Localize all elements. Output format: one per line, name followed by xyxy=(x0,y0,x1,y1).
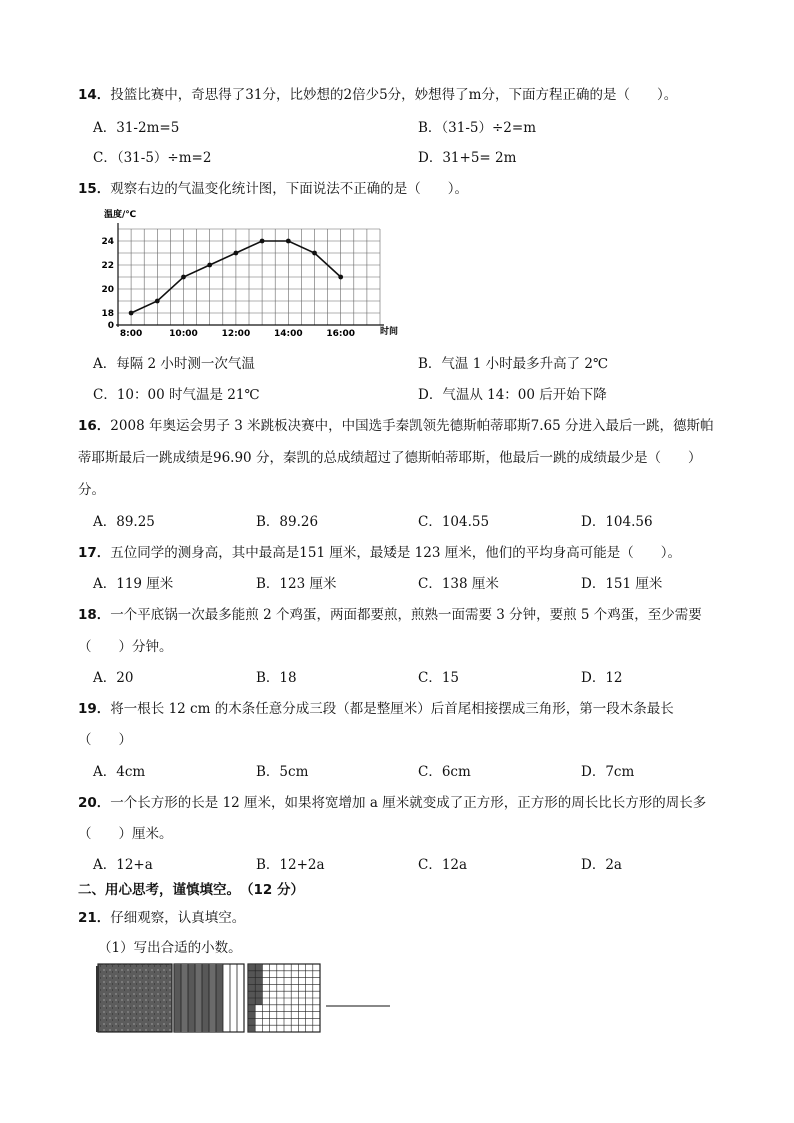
q20-stem-line-2: （ ）厘米。 xyxy=(78,826,173,842)
shaded-cell xyxy=(255,964,262,971)
data-point xyxy=(129,311,134,316)
y-axis-label: 温度/℃ xyxy=(104,210,137,220)
x-tick-label: 14:00 xyxy=(273,329,303,338)
temperature-line-chart xyxy=(98,203,408,338)
x-tick-labels xyxy=(120,329,355,338)
section-heading: 二、用心思考，谨慎填空。 （12 分） xyxy=(78,882,304,898)
option-c: C．12a xyxy=(418,857,468,873)
option-c: C．（31-5）÷m=2 xyxy=(93,150,212,166)
q16-stem-line-2: 蒂耶斯最后一跳成绩是96.90 分，秦凯的总成绩超过了德斯帕蒂耶斯，他最后一跳的成绩最少是（ ） xyxy=(78,450,702,466)
q21-stem-line: 21．仔细观察，认真填空。 xyxy=(78,910,246,926)
q19-stem-line: 19．将一根长 12 cm 的木条任意分成三段（都是整厘米）后首尾相接摆成三角形，第一段木条最长 xyxy=(78,701,674,717)
option-d: D．31+5= 2m xyxy=(418,150,517,166)
question-number: 19 xyxy=(78,701,97,717)
option-a: A．每隔 2 小时测一次气温 xyxy=(93,356,255,372)
shaded-cell xyxy=(255,998,262,1005)
question-number: 16 xyxy=(78,418,97,434)
q19-stem-line-2: （ ） xyxy=(78,732,132,748)
q16-stem-line-3: 分。 xyxy=(78,482,105,498)
x-tick-label: 8:00 xyxy=(119,329,143,338)
shaded-cell xyxy=(248,1018,255,1025)
option-b: B．18 xyxy=(256,670,297,686)
question-stem: 五位同学的测身高，其中最高是151 厘米，最矮是 123 厘米，他们的平均身高可能是（ ）。 xyxy=(110,545,681,561)
option-a: A．12+a xyxy=(93,857,153,873)
option-a: A．31-2m=5 xyxy=(93,120,180,136)
shaded-cell xyxy=(255,971,262,978)
x-tick-label: 16:00 xyxy=(326,329,356,338)
option-d: D．7cm xyxy=(581,764,635,780)
option-d: D．2a xyxy=(581,857,622,873)
shaded-cell xyxy=(248,984,255,991)
data-point xyxy=(234,251,239,256)
x-tick-label: 12:00 xyxy=(221,329,251,338)
shaded-strip xyxy=(188,964,195,1032)
question-stem: 投篮比赛中，奇思得了31分，比妙想的2倍少5分，妙想得了m分，下面方程正确的是（ ）。 xyxy=(110,87,678,103)
question-number: 15 xyxy=(78,181,97,197)
shaded-strip xyxy=(195,964,202,1032)
chart-axes xyxy=(116,223,384,327)
shaded-cell xyxy=(248,1005,255,1012)
shaded-cell xyxy=(255,984,262,991)
option-b: B．12+2a xyxy=(256,857,325,873)
q18-stem-line: 18．一个平底锅一次最多能煎 2 个鸡蛋，两面都要煎，煎熟一面需要 3 分钟，要煎 5 个鸡蛋，至少需要 xyxy=(78,607,702,623)
option-a: A．20 xyxy=(93,670,134,686)
x-axis-label: 时间 xyxy=(380,327,399,337)
option-c: C．138 厘米 xyxy=(418,576,499,592)
option-b: B．123 厘米 xyxy=(256,576,337,592)
option-b: B．气温 1 小时最多升高了 2℃ xyxy=(418,356,609,372)
shaded-cell xyxy=(248,971,255,978)
shaded-strip xyxy=(202,964,209,1032)
question-number: 21 xyxy=(78,910,97,926)
shaded-strip xyxy=(174,964,181,1032)
option-d: D．12 xyxy=(581,670,623,686)
shaded-cell xyxy=(255,991,262,998)
shaded-strip xyxy=(181,964,188,1032)
q17-stem-line: 17．五位同学的测身高，其中最高是151 厘米，最矮是 123 厘米，他们的平均身高可能是（ ）。 xyxy=(78,545,681,561)
data-point xyxy=(155,299,160,304)
y-tick-label: 24 xyxy=(101,237,114,247)
option-a: A．119 厘米 xyxy=(93,576,174,592)
question-number: 20 xyxy=(78,795,97,811)
option-c: C．10：00 时气温是 21℃ xyxy=(93,387,260,403)
option-c: C．104.55 xyxy=(418,514,490,530)
q14-stem-line: 14．投篮比赛中，奇思得了31分，比妙想的2倍少5分，妙想得了m分，下面方程正确的是（ ）。 xyxy=(78,87,678,103)
y-tick-label: 18 xyxy=(101,309,114,319)
question-number: 18 xyxy=(78,607,97,623)
decimal-grid-figure xyxy=(96,962,396,1036)
question-stem: 一个平底锅一次最多能煎 2 个鸡蛋，两面都要煎，煎熟一面需要 3 分钟，要煎 5 个鸡蛋，至少需要 xyxy=(110,607,702,623)
data-point xyxy=(312,251,317,256)
q15-stem-line: 15．观察右边的气温变化统计图，下面说法不正确的是（ ）。 xyxy=(78,181,469,197)
option-d: D．104.56 xyxy=(581,514,653,530)
shaded-strip xyxy=(209,964,216,1032)
shaded-strip xyxy=(216,964,223,1032)
option-b: B．（31-5）÷2=m xyxy=(418,120,537,136)
option-d: D．气温从 14：00 后开始下降 xyxy=(418,387,607,403)
data-point xyxy=(207,263,212,268)
shaded-cell xyxy=(255,978,262,985)
question-stem: 一个长方形的长是 12 厘米，如果将宽增加 a 厘米就变成了正方形，正方形的周长比长方形的周长多 xyxy=(110,795,707,811)
q18-stem-line-2: （ ）分钟。 xyxy=(78,639,173,655)
y-tick-label: 20 xyxy=(101,285,114,295)
option-c: C．15 xyxy=(418,670,460,686)
hundredths-square xyxy=(248,964,320,1032)
question-number: 14 xyxy=(78,87,97,103)
question-number: 17 xyxy=(78,545,97,561)
strip-square xyxy=(174,964,244,1032)
y-tick-labels xyxy=(101,237,114,331)
option-b: B．89.26 xyxy=(256,514,319,530)
question-stem: 将一根长 12 cm 的木条任意分成三段（都是整厘米）后首尾相接摆成三角形，第一段木条最长 xyxy=(110,701,674,717)
shaded-cell xyxy=(248,978,255,985)
y-tick-label: 22 xyxy=(101,261,114,271)
q16-stem-line: 16．2008 年奥运会男子 3 米跳板决赛中，中国选手秦凯领先德斯帕蒂耶斯7.65 分进入最后一跳，德斯帕 xyxy=(78,418,714,434)
question-stem: 观察右边的气温变化统计图，下面说法不正确的是（ ）。 xyxy=(110,181,469,197)
option-a: A．89.25 xyxy=(93,514,155,530)
data-point xyxy=(181,275,186,280)
y-tick-label: 0 xyxy=(107,321,114,331)
shaded-cell xyxy=(248,991,255,998)
data-point xyxy=(260,239,265,244)
shaded-cell xyxy=(248,964,255,971)
data-point xyxy=(286,239,291,244)
option-c: C．6cm xyxy=(418,764,471,780)
q20-stem-line: 20．一个长方形的长是 12 厘米，如果将宽增加 a 厘米就变成了正方形，正方形的周长比长方形的周长多 xyxy=(78,795,707,811)
option-b: B．5cm xyxy=(256,764,309,780)
option-d: D．151 厘米 xyxy=(581,576,663,592)
shaded-cell xyxy=(248,1012,255,1019)
question-stem: 2008 年奥运会男子 3 米跳板决赛中，中国选手秦凯领先德斯帕蒂耶斯7.65 分进入最后一跳，德斯帕 xyxy=(110,418,714,434)
question-stem: 仔细观察，认真填空。 xyxy=(110,910,246,926)
shaded-cell xyxy=(248,998,255,1005)
data-point xyxy=(338,275,343,280)
x-tick-label: 10:00 xyxy=(169,329,198,338)
option-a: A．4cm xyxy=(93,764,146,780)
shaded-cell xyxy=(248,1025,255,1032)
q21-sub-question-1: （1）写出合适的小数。 xyxy=(98,940,242,956)
full-shaded-square xyxy=(96,964,172,1032)
